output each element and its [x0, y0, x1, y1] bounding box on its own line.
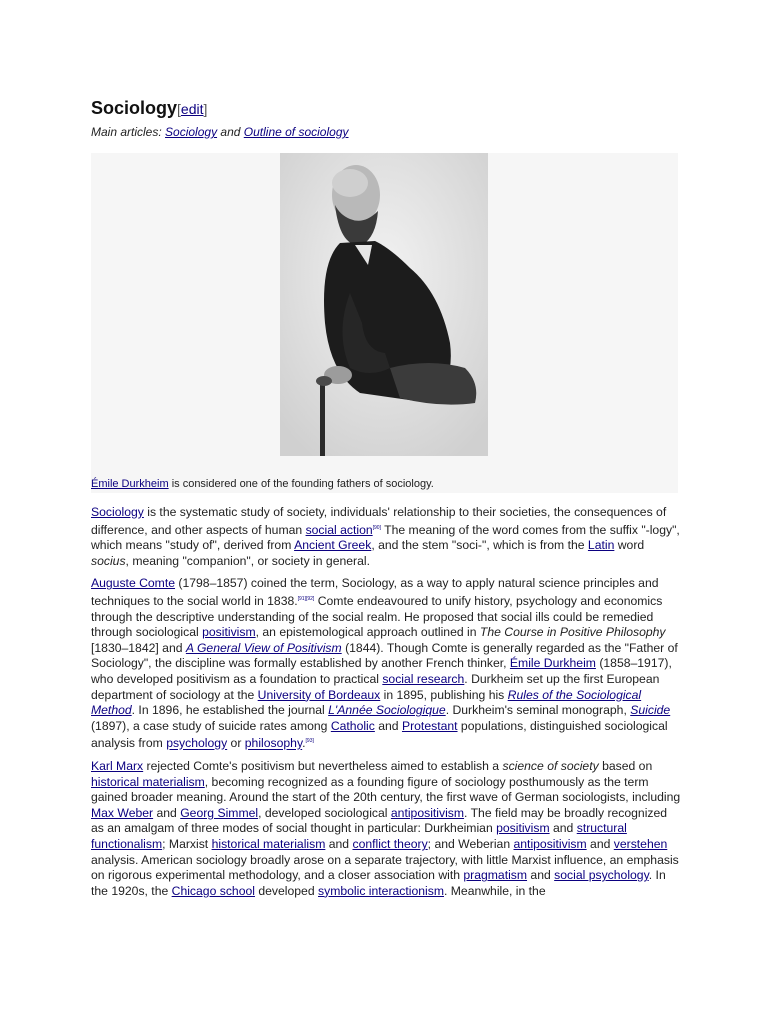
text: , meaning "companion", or society in general.	[125, 553, 370, 568]
link-verstehen[interactable]: verstehen	[613, 837, 668, 852]
link-suicide[interactable]	[630, 703, 670, 717]
link-social-research[interactable]: social research	[382, 672, 465, 687]
link-text: L'Année Sociologique	[328, 703, 446, 718]
link-text: Rules of the Sociological Method	[91, 687, 642, 718]
text: and	[325, 837, 353, 852]
text: ; and Weberian	[427, 837, 514, 852]
link-latin[interactable]: Latin	[587, 538, 615, 553]
text: . In 1896, he established the journal	[131, 703, 329, 718]
link-structural-functionalism[interactable]: structural functionalism	[91, 821, 627, 852]
link-auguste-comte[interactable]: Auguste Comte	[91, 576, 176, 591]
text: in 1895, publishing his	[380, 687, 508, 702]
text: , developed sociological	[258, 805, 391, 820]
figure	[91, 153, 678, 493]
link-text: Suicide	[630, 703, 671, 718]
text: (1858–1917), who developed positivism as a foundation to practical	[91, 656, 672, 687]
hatnote-prefix: Main articles:	[91, 125, 166, 139]
title-course-positive-philosophy: The Course in Positive Philosophy	[479, 625, 666, 640]
link-chicago-school[interactable]: Chicago school	[171, 883, 255, 898]
hatnote	[91, 124, 687, 140]
text: . Durkheim's seminal monograph,	[445, 703, 631, 718]
paragraph-1	[91, 505, 681, 569]
text: . The field may be broadly recognized as an amalgam of three modes of social thought in particular: Durkheimian	[91, 805, 668, 836]
text: and	[153, 805, 181, 820]
link-symbolic-interactionism[interactable]: symbolic interactionism	[318, 883, 444, 898]
link-sociology-term[interactable]: Sociology	[91, 505, 144, 519]
text: , becoming recognized as a founding figure of sociology posthumously as the term gained broader meaning. Around the start of the 20th century, the first wave of German sociologists, including	[91, 774, 681, 805]
link-sociology[interactable]: Sociology	[165, 125, 218, 139]
link-catholic[interactable]: Catholic	[330, 718, 375, 733]
link-text: A General View of Positivism	[185, 640, 342, 655]
text: The meaning of the word comes from the suffix "-logy", which means "study of", derived from	[91, 522, 680, 553]
link-antipositivism-2[interactable]: antipositivism	[513, 837, 587, 852]
link-protestant[interactable]: Protestant	[401, 718, 458, 733]
text: populations, distinguished sociological analysis from	[91, 718, 668, 751]
link-antipositivism[interactable]: antipositivism	[390, 805, 465, 820]
caption-text: is considered one of the founding fathers of sociology.	[168, 478, 434, 490]
link-ancient-greek[interactable]: Ancient Greek	[294, 538, 372, 553]
link-max-weber[interactable]: Max Weber	[91, 805, 154, 820]
edit-bracket-open: [	[177, 101, 181, 117]
text: rejected Comte's positivism but nevertheless aimed to establish a	[143, 759, 503, 774]
ref-91-92[interactable]: [91][92]	[297, 596, 315, 603]
link-social-psychology[interactable]: social psychology	[554, 868, 649, 883]
link-social-action[interactable]: social action	[305, 522, 373, 537]
text: word	[614, 538, 645, 553]
text: .	[302, 736, 306, 751]
text: . Durkheim set up the first European department of sociology at the	[91, 672, 660, 702]
link-outline-of-sociology[interactable]: Outline of sociology	[243, 125, 349, 139]
text: developed	[254, 883, 319, 898]
ref-93[interactable]: [93]	[305, 738, 314, 745]
text: (1844). Though Comte is generally regarded as the "Father of Sociology", the discipline was formally established by another French thinker,	[91, 640, 678, 671]
text: ; Marxist	[162, 837, 212, 852]
text: analysis. American sociology broadly arose on a separate trajectory, with little Marxist influence, an emphasis on rigorous experimental methodology, and a closer association with	[91, 852, 679, 883]
text: , and the stem "soci-", which is from the	[371, 538, 588, 553]
link-annee-sociologique[interactable]	[328, 703, 446, 717]
term-socius: socius	[91, 553, 126, 568]
text: [1830–1842] and	[91, 640, 186, 655]
text: (1897), a case study of suicide rates among	[91, 718, 331, 733]
paragraph-2	[91, 576, 681, 752]
article-body	[91, 505, 681, 906]
text: . Meanwhile, in the	[444, 883, 546, 898]
text: , an epistemological approach outlined in	[255, 625, 480, 640]
edit-link[interactable]: edit	[180, 101, 204, 117]
link-historical-materialism[interactable]: historical materialism	[91, 774, 205, 789]
link-emile-durkheim-caption[interactable]: Émile Durkheim	[91, 478, 169, 490]
text: (1798–1857) coined the term, Sociology, as a way to apply natural science principles and techniques to the social world in 1838.	[91, 576, 659, 609]
section-title: Sociology	[91, 98, 178, 118]
text: and	[549, 821, 577, 836]
figure-caption	[91, 477, 434, 491]
text: based on	[598, 759, 653, 774]
text: and	[374, 718, 402, 733]
link-philosophy[interactable]: philosophy	[244, 736, 303, 751]
link-emile-durkheim[interactable]: Émile Durkheim	[509, 656, 596, 671]
link-conflict-theory[interactable]: conflict theory	[352, 837, 428, 852]
portrait-photo	[280, 153, 488, 456]
link-historical-materialism-2[interactable]: historical materialism	[211, 837, 326, 852]
link-psychology[interactable]: psychology	[166, 736, 228, 751]
link-general-view-positivism[interactable]	[186, 641, 342, 655]
paragraph-3	[91, 759, 681, 899]
link-positivism[interactable]: positivism	[202, 625, 256, 640]
text: . In the 1920s, the	[91, 868, 666, 898]
portrait-image[interactable]	[280, 153, 488, 456]
link-karl-marx[interactable]: Karl Marx	[91, 759, 144, 774]
section-heading	[91, 96, 687, 121]
section-header	[91, 96, 687, 140]
edit-bracket-close: ]	[203, 101, 208, 117]
text: and	[527, 868, 555, 883]
text: and	[586, 837, 614, 852]
ref-90[interactable]: [90]	[372, 524, 381, 531]
text: or	[227, 736, 245, 751]
link-university-of-bordeaux[interactable]: University of Bordeaux	[257, 687, 381, 702]
link-positivism-2[interactable]: positivism	[496, 821, 550, 836]
text: is the systematic study of society, individuals' relationship to their societies, the consequences of difference, and other aspects of human	[91, 505, 667, 537]
link-georg-simmel[interactable]: Georg Simmel	[180, 805, 259, 820]
term-science-of-society: science of society	[502, 759, 599, 774]
link-pragmatism[interactable]: pragmatism	[463, 868, 528, 883]
hatnote-conj: and	[217, 125, 244, 139]
text: Comte endeavoured to unify history, psychology and economics through the descriptive understanding of the social realm. He proposed that social ills could be remedied through sociological	[91, 594, 663, 640]
